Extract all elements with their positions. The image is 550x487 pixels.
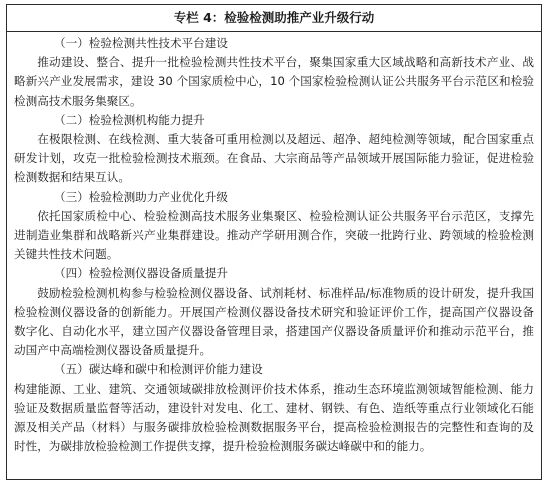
section-heading: （二）检验检测机构能力提升 <box>54 112 205 127</box>
section-body: 推动建设、整合、提升一批检验检测共性技术平台，聚集国家重大区域战略和高新技术产业、战略新兴产业发展需求，建设 30 个国家质检中心，10 个国家检验检测认证公共服务平台示范区和检验检测高技术服务集聚区。 <box>14 55 534 108</box>
column-title: 专栏 4：检验检测助推产业升级行动 <box>7 5 541 32</box>
section-heading: （五）碳达峰和碳中和检测评价能力建设 <box>54 362 263 377</box>
column-content <box>7 32 541 456</box>
section-body: 鼓励检验检测机构参与检验检测仪器设备、试剂耗材、标准样品/标准物质的设计研发，提升我国检验检测仪器设备的创新能力。开展国产检测仪器设备技术研究和验证评价工作，提高国产仪器设备数字化、自动化水平，建立国产仪器设备管理目录，搭建国产仪器设备质量评价和推动示范平台，推动国产中高端检测仪器设备质量提升。 <box>14 285 534 358</box>
section-heading: （三）检验检测助力产业优化升级 <box>54 189 228 204</box>
section-body: 在极限检测、在线检测、重大装备可重用检测以及超远、超净、超纯检测等领域，配合国家重点研发计划，攻克一批检验检测技术瓶颈。在食品、大宗商品等产品领域开展国际能力验证，促进检验检测数据和结果互认。 <box>14 132 534 185</box>
column-box <box>6 4 542 480</box>
section-body: 构建能源、工业、建筑、交通领域碳排放检测评价技术体系，推动生态环境监测领域智能检测、能力验证及数据质量监督等活动，建设针对发电、化工、建材、钢铁、有色、造纸等重点行业领域化石能源及相关产品（材料）与服务碳排放检验检测数据服务平台，提高检验检测报告的完整性和查询的及时性，为碳排放检验检测工作提供支撑，提升检验检测服务碳达峰碳中和的能力。 <box>14 381 534 454</box>
section-heading: （四）检验检测仪器设备质量提升 <box>54 266 228 281</box>
section-heading: （一）检验检测共性技术平台建设 <box>54 36 228 50</box>
section-body: 依托国家质检中心、检验检测高技术服务业集聚区、检验检测认证公共服务平台示范区，支撑先进制造业集群和战略新兴产业集群建设。推动产学研用测合作，突破一批跨行业、跨领域的检验检测关键共性技术问题。 <box>14 208 534 262</box>
